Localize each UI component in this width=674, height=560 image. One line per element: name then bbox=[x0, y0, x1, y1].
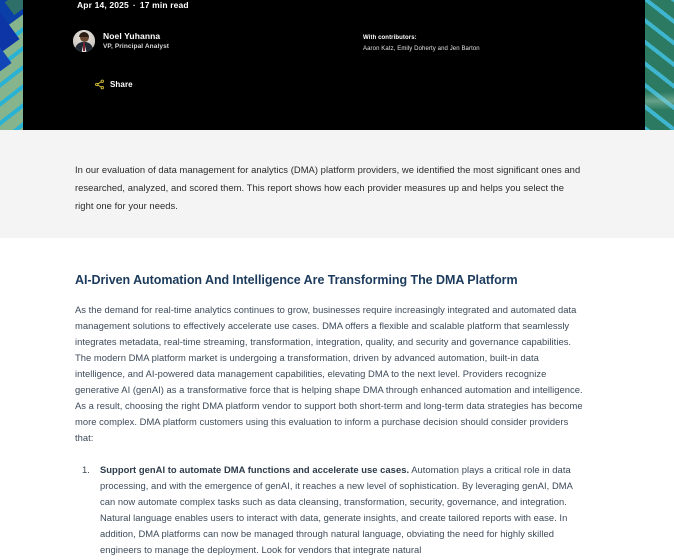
byline[interactable] bbox=[73, 30, 169, 52]
gutter-right bbox=[645, 130, 674, 238]
list-item-lead: Support genAI to automate DMA functions and accelerate use cases. bbox=[100, 464, 410, 475]
publish-date: Apr 14, 2025 bbox=[77, 0, 129, 10]
author-name: Noel Yuhanna bbox=[103, 31, 161, 42]
section-heading: AI-Driven Automation And Intelligence Are Transforming The DMA Platform bbox=[75, 273, 518, 287]
avatar bbox=[73, 30, 95, 52]
considerations-list bbox=[75, 462, 587, 558]
contributors-label: With contributors: bbox=[363, 35, 417, 41]
gutter-left bbox=[0, 130, 23, 238]
article-content bbox=[75, 272, 587, 558]
article-meta bbox=[77, 0, 189, 10]
share-button[interactable] bbox=[94, 79, 133, 90]
contributors-names: Aaron Katz, Emily Doherty and Jen Barton bbox=[363, 46, 480, 52]
avatar-hair bbox=[79, 32, 89, 37]
intro-paragraph: As the demand for real-time analytics continues to grow, businesses require increasingly integrated and automated data management solutions to effectively accelerate use cases. DMA offers a flexible and scalable platform that seamlessly integrates metadata, real-time streaming, transformation, integration, quality, and security and governance capabilities. The modern DMA platform market is undergoing a transformation, driven by advanced automation, built-in data intelligence, and AI-powered data management capabilities, elevating DMA to the next level. Providers recognize generative AI (genAI) as a transformative force that is helping shape DMA through enhanced automation and intelligence. As a result, choosing the right DMA platform vendor to support both short-term and long-term data strategies has become more complex. DMA platform customers using this evaluation to inform a purchase decision should consider providers that: bbox=[75, 304, 583, 443]
list-item-text: Automation plays a critical role in data processing, and with the emergence of genAI, it reaches a new level of sophistication. By leveraging genAI, DMA can now automate complex tasks such as data cleansing, transformation, security, governance, and integration. Natural language enables users to interact with data, generate insights, and create tailored reports with ease. In addition, DMA platforms can now be managed through natural language, obviating the need for highly skilled engineers to manage the deployment. Look for vendors that integrate natural bbox=[100, 464, 573, 555]
meta-separator: · bbox=[132, 0, 136, 10]
list-item bbox=[100, 462, 587, 558]
article-body bbox=[0, 238, 674, 560]
read-time: 17 min read bbox=[139, 0, 189, 10]
byline-text bbox=[103, 31, 169, 51]
author-role: VP, Principal Analyst bbox=[103, 42, 170, 50]
deco-right-sheen bbox=[645, 92, 674, 110]
hero-banner bbox=[23, 0, 645, 130]
summary-block bbox=[23, 130, 645, 238]
share-button-label: Share bbox=[110, 80, 133, 89]
summary-text: In our evaluation of data management for analytics (DMA) platform providers, we identified the most significant ones and researched, analyzed, and scored them. This report shows how each provider measures up and helps you select the right one for your needs. bbox=[75, 164, 581, 211]
avatar-tie bbox=[83, 43, 85, 51]
share-icon bbox=[94, 79, 105, 90]
contributors bbox=[363, 34, 480, 54]
